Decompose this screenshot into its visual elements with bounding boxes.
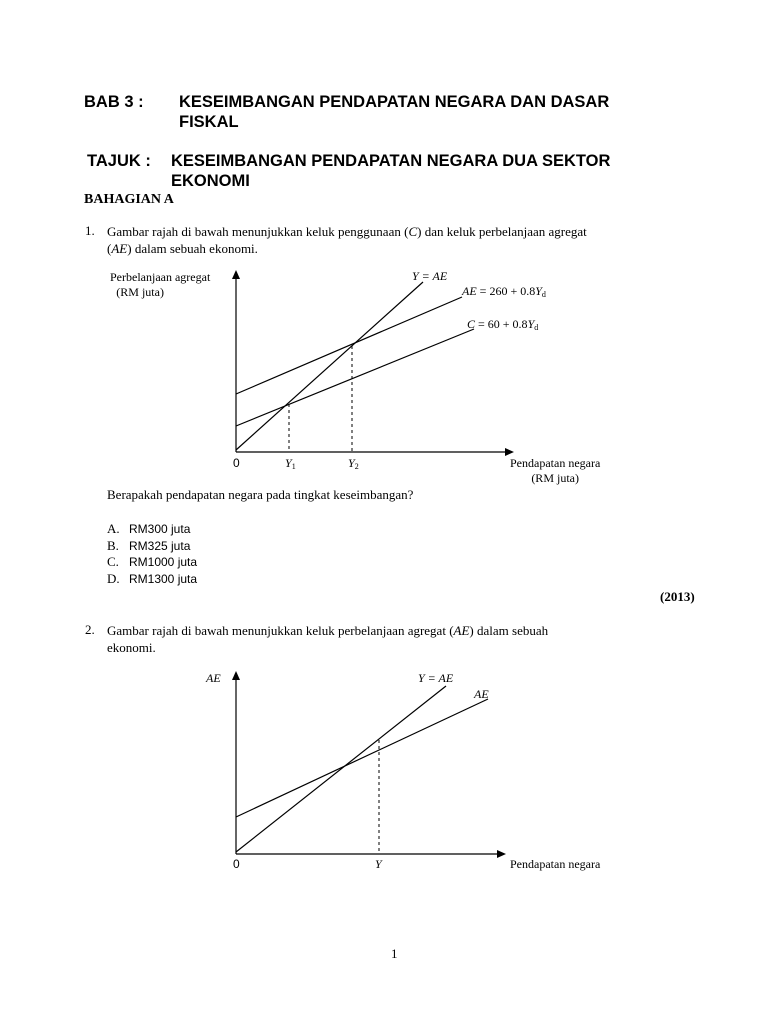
- q2-y-label: Y: [375, 857, 382, 871]
- q1-45-line-label: Y = AE: [412, 269, 448, 283]
- topic-title-line1: KESEIMBANGAN PENDAPATAN NEGARA DUA SEKTOR: [171, 152, 611, 170]
- q1-option-a: A. RM300 juta: [107, 521, 191, 536]
- chapter-title-line1: KESEIMBANGAN PENDAPATAN NEGARA DAN DASAR: [179, 93, 610, 111]
- q2-ae-line: [236, 699, 488, 817]
- q1-y-axis-label: Perbelanjaan agregat (RM juta): [110, 270, 211, 299]
- q1-option-b: B. RM325 juta: [107, 537, 191, 553]
- q2-x-axis-label: Pendapatan negara: [510, 857, 601, 871]
- q2-ae-line-label: AE: [474, 687, 489, 701]
- q1-45-degree-line: [236, 282, 423, 450]
- q2-diagram: [0, 640, 768, 900]
- q2-text-line2: ekonomi.: [107, 640, 156, 655]
- q2-origin-label: 0: [233, 857, 240, 871]
- q1-y-axis-arrow: [232, 270, 240, 279]
- q1-origin-label: 0: [233, 456, 240, 470]
- section-heading: BAHAGIAN A: [84, 192, 174, 207]
- q1-c-line-label: C = 60 + 0.8Yd: [467, 317, 539, 332]
- chapter-title-line2: FISKAL: [179, 113, 239, 131]
- q1-year: (2013): [660, 589, 695, 604]
- q1-text-line1: Gambar rajah di bawah menunjukkan keluk penggunaan (C) dan keluk perbelanjaan agregat: [107, 224, 587, 239]
- topic-title-line2: EKONOMI: [171, 172, 250, 190]
- q1-option-c: C. RM1000 juta: [107, 554, 198, 569]
- q2-y-axis-arrow: [232, 671, 240, 680]
- q1-options: [107, 521, 197, 587]
- chapter-label: BAB 3 :: [84, 93, 144, 111]
- q1-x-axis-arrow: [505, 448, 514, 456]
- q1-text-line2: (AE) dalam sebuah ekonomi.: [107, 241, 258, 256]
- q1-option-d: D. RM1300 juta: [107, 570, 198, 586]
- q2-45-line-label: Y = AE: [418, 671, 454, 685]
- q1-diagram: [0, 0, 768, 500]
- q2-x-axis-arrow: [497, 850, 506, 858]
- q2-number: 2.: [85, 622, 95, 637]
- page-number: 1: [391, 946, 398, 961]
- topic-label: TAJUK :: [87, 152, 151, 170]
- q2-text-line1: Gambar rajah di bawah menunjukkan keluk perbelanjaan agregat (AE) dalam sebuah: [107, 623, 549, 638]
- q1-number: 1.: [85, 223, 95, 238]
- q2-y-axis-label: AE: [206, 671, 221, 685]
- q2-45-degree-line: [236, 686, 446, 852]
- q1-ae-line-label: AE = 260 + 0.8Yd: [462, 284, 546, 299]
- q1-question: Berapakah pendapatan negara pada tingkat keseimbangan?: [107, 487, 414, 502]
- q1-x-axis-label: Pendapatan negara (RM juta): [510, 456, 601, 485]
- q1-y2-label: Y2: [348, 456, 359, 471]
- q1-y1-label: Y1: [285, 456, 296, 471]
